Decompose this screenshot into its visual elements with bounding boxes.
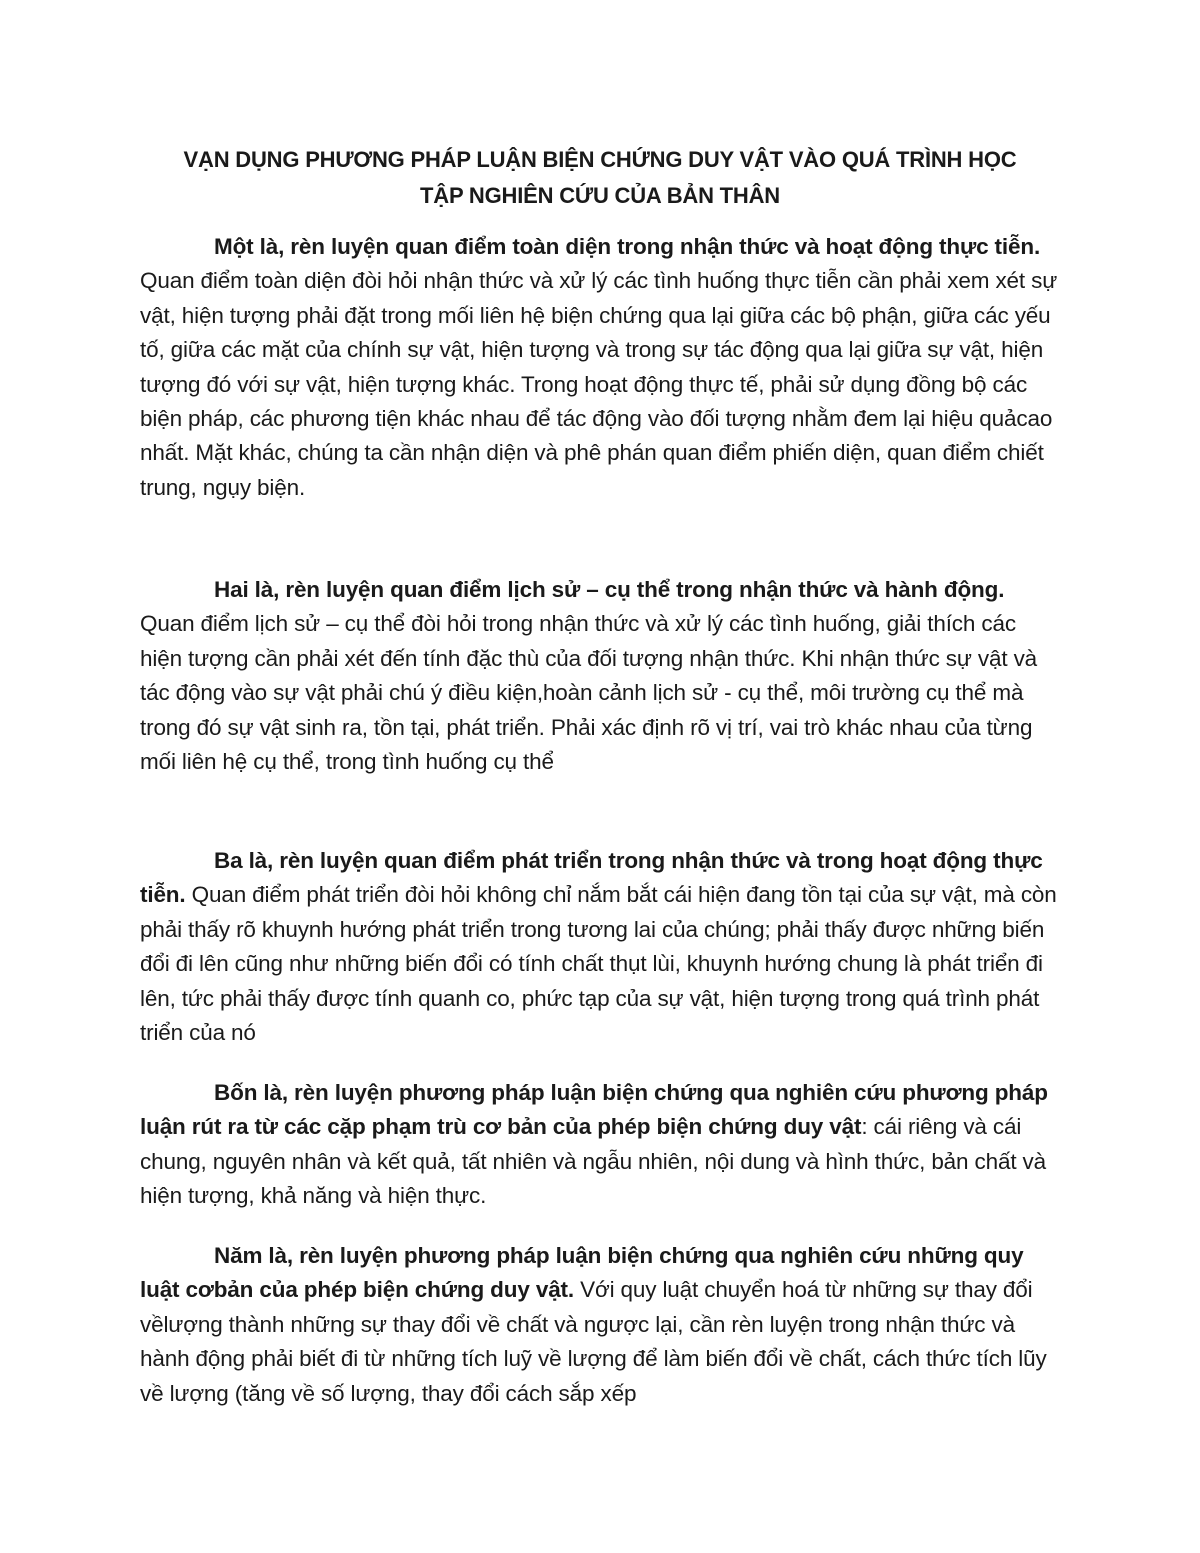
paragraph-3 bbox=[140, 844, 1060, 1050]
paragraph-2 bbox=[140, 573, 1060, 779]
paragraph-1 bbox=[140, 230, 1060, 505]
paragraph-2-body: Quan điểm lịch sử – cụ thể đòi hỏi trong nhận thức và xử lý các tình huống, giải thích các hiện tượng cần phải xét đến tính đặc thù của đối tượng nhận thức. Khi nhận thức sự vật và tác động vào sự vật phải chú ý điều kiện,hoàn cảnh lịch sử - cụ thể, môi trường cụ thể mà trong đó sự vật sinh ra, tồn tại, phát triển. Phải xác định rõ vị trí, vai trò khác nhau của từng mối liên hệ cụ thể, trong tình huống cụ thể bbox=[140, 611, 1038, 775]
title-line-1: VẠN DỤNG PHƯƠNG PHÁP LUẬN BIỆN CHỨNG DUY VẬT VÀO QUÁ TRÌNH HỌC bbox=[183, 147, 1017, 172]
paragraph-5 bbox=[140, 1239, 1060, 1411]
paragraph-3-body: Quan điểm phát triển đòi hỏi không chỉ nắm bắt cái hiện đang tồn tại của sự vật, mà còn phải thấy rõ khuynh hướng phát triển trong tương lai của chúng; phải thấy được những biến đổi đi lên cũng như những biến đổi có tính chất thụt lùi, khuynh hướng chung là phát triển đi lên, tức phải thấy được tính quanh co, phức tạp của sự vật, hiện tượng trong quá trình phát triển của nó bbox=[140, 882, 1057, 1046]
paragraph-1-lead: Một là, rèn luyện quan điểm toàn diện trong nhận thức và hoạt động thực tiễn. bbox=[214, 234, 1041, 259]
paragraph-5-body: Với quy luật chuyển hoá từ những sự thay đổi vềlượng thành những sự thay đổi về chất và ngược lại, cần rèn luyện trong nhận thức và hành động phải biết đi từ những tích luỹ về lượng để làm biến đổi về chất, cách thức tích lũy về lượng (tăng về số lượng, thay đổi cách sắp xếp bbox=[140, 1277, 1047, 1406]
title-line-2: TẬP NGHIÊN CỨU CỦA BẢN THÂN bbox=[420, 183, 780, 208]
paragraph-2-lead: Hai là, rèn luyện quan điểm lịch sử – cụ thể trong nhận thức và hành động. bbox=[214, 577, 1005, 602]
paragraph-4-lead: Bốn là, rèn luyện phương pháp luận biện chứng qua nghiên cứu phương pháp luận rút ra từ các cặp phạm trù cơ bản của phép biện chứng duy vật bbox=[140, 1080, 1048, 1140]
document-title bbox=[140, 142, 1060, 214]
paragraph-1-body: Quan điểm toàn diện đòi hỏi nhận thức và xử lý các tình huống thực tiễn cần phải xem xét sự vật, hiện tượng phải đặt trong mối liên hệ biện chứng qua lại giữa các bộ phận, giữa các yếu tố, giữa các mặt của chính sự vật, hiện tượng và trong sự tác động qua lại giữa sự vật, hiện tượng đó với sự vật, hiện tượng khác. Trong hoạt động thực tế, phải sử dụng đồng bộ các biện pháp, các phương tiện khác nhau để tác động vào đối tượng nhằm đem lại hiệu quảcao nhất. Mặt khác, chúng ta cần nhận diện và phê phán quan điểm phiến diện, quan điểm chiết trung, ngụy biện. bbox=[140, 268, 1058, 500]
paragraph-4 bbox=[140, 1076, 1060, 1214]
paragraph-5-lead: Năm là, rèn luyện phương pháp luận biện chứng qua nghiên cứu những quy luật cơbản của phép biện chứng duy vật. bbox=[140, 1243, 1024, 1303]
paragraph-4-body: : cái riêng và cái chung, nguyên nhân và kết quả, tất nhiên và ngẫu nhiên, nội dung và hình thức, bản chất và hiện tượng, khả năng và hiện thực. bbox=[140, 1114, 1047, 1209]
paragraph-3-lead: Ba là, rèn luyện quan điểm phát triển trong nhận thức và trong hoạt động thực tiễn. bbox=[140, 848, 1043, 908]
